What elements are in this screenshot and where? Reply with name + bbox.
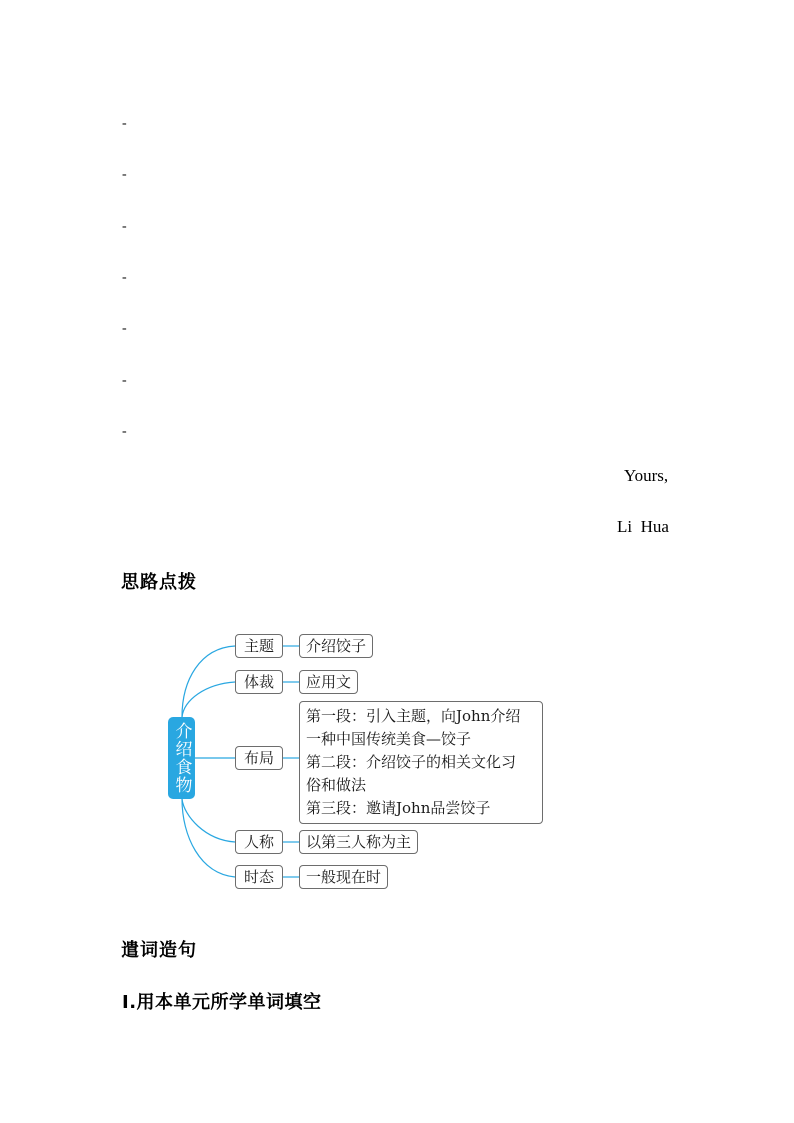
section-title-idea: 思路点拨 [121,572,197,593]
branch-content-ticai: 应用文 [299,670,358,694]
exercise-title: Ⅰ.用本单元所学单词填空 [122,992,322,1013]
buju-line-3: 第二段：介绍饺子的相关文化习 [306,753,517,771]
branch-label-shitai: 时态 [235,865,283,889]
dash-line-3: - [122,219,127,234]
dash-line-7: - [122,424,127,439]
buju-line-5: 第三段：邀请John品尝饺子 [306,799,491,817]
branch-label-rencheng: 人称 [235,830,283,854]
dash-line-6: - [122,373,127,388]
branch-content-shitai: 一般现在时 [299,865,388,889]
connector-rencheng [182,799,235,842]
letter-closing: Yours, [624,466,669,485]
connector-shitai [182,799,235,877]
section-title-words: 遣词造句 [121,940,197,961]
buju-line-1: 第一段：引入主题，向John介绍 [306,707,521,725]
letter-signature: Li Hua [617,517,669,536]
branch-content-buju [299,701,543,824]
connector-ticai [182,682,235,717]
branch-label-buju: 布局 [235,746,283,770]
buju-line-4: 俗和做法 [306,776,367,794]
dash-line-1: - [122,116,127,131]
dash-line-4: - [122,270,127,285]
connector-zhuti [182,646,235,717]
buju-line-2: 一种中国传统美食—饺子 [306,730,472,748]
dash-line-5: - [122,321,127,336]
branch-content-rencheng: 以第三人称为主 [299,830,418,854]
branch-label-zhuti: 主题 [235,634,283,658]
dash-line-2: - [122,167,127,182]
mindmap-center: 介绍食物 [168,717,195,799]
branch-content-zhuti: 介绍饺子 [299,634,373,658]
branch-label-ticai: 体裁 [235,670,283,694]
